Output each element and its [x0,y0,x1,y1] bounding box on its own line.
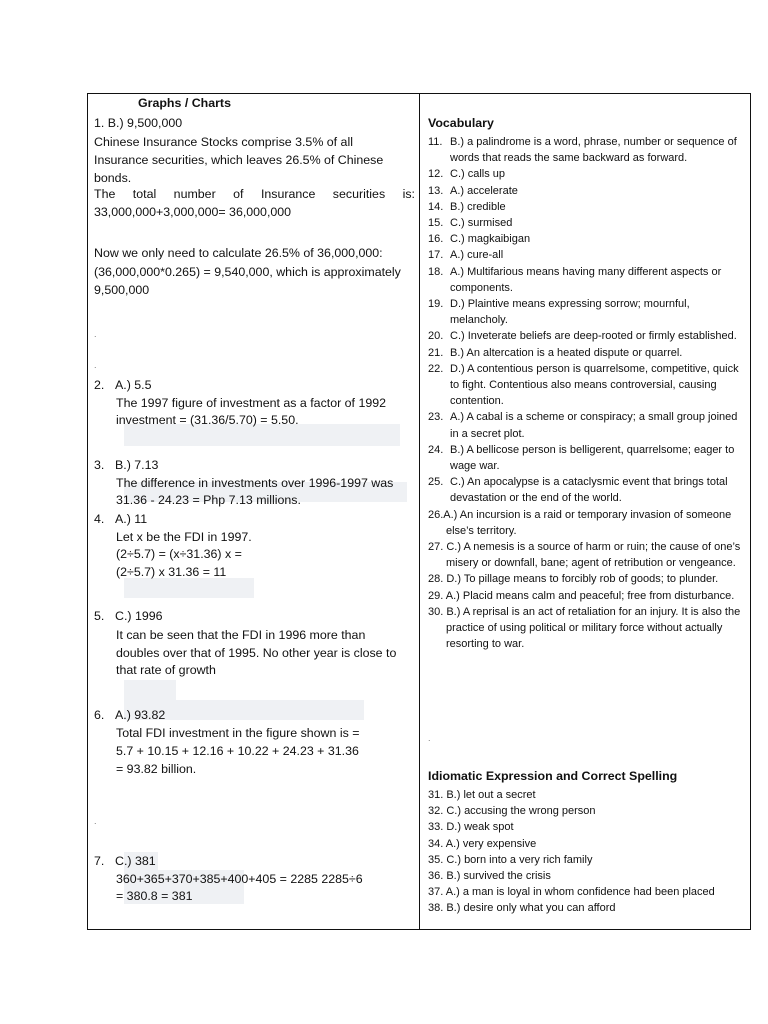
list-item: 32. C.) accusing the wrong person [428,805,596,818]
q2-answer: 2. A.) 5.5 [94,378,152,392]
q3-line: 31.36 - 24.23 = Php 7.13 millions. [116,493,301,507]
list-item: 28. D.) To pillage means to forcibly rob of goods; to plunder. [428,573,719,586]
q4-answer: 4. A.) 11 [94,512,148,526]
q2-line: investment = (31.36/5.70) = 5.50. [116,413,299,427]
list-item: 33. D.) weak spot [428,821,514,834]
stray-dot: . [94,816,97,826]
q1-calc-line: 9,500,000 [94,283,150,297]
list-item: 37. A.) a man is loyal in whom confidence had been placed [428,886,715,899]
stray-dot: . [94,329,97,339]
highlight-shade [124,578,254,598]
q5-answer: 5. C.) 1996 [94,609,163,623]
highlight-shade [124,680,176,700]
answer-table [87,93,751,930]
list-item: 15. C.) surmised [428,217,513,230]
q1-line: Insurance securities, which leaves 26.5% of Chinese [94,153,384,167]
vocab-list [428,134,746,653]
q3-line: The difference in investments over 1996-1997 was [116,476,394,490]
q5-line: doubles over that of 1995. No other year is close to [116,646,397,660]
q6-line: = 93.82 billion. [116,762,197,776]
list-item: 22. D.) A contentious person is quarrelsome, competitive, quick to fight. Contentious also means controversial, causing contention. [428,362,739,408]
list-item: 17. A.) cure-all [428,249,504,262]
idiom-list [428,787,746,917]
list-item: 16. C.) magkaibigan [428,233,531,246]
list-item: 23. A.) A cabal is a scheme or conspiracy; a small group joined in a secret plot. [428,411,738,440]
q1-calc-line: Now we only need to calculate 26.5% of 36,000,000: [94,246,383,260]
vocabulary-column [420,94,750,929]
q6-line: 5.7 + 10.15 + 12.16 + 10.22 + 24.23 + 31.36 [116,744,359,758]
list-item: 13. A.) accelerate [428,184,518,197]
q4-line: Let x be the FDI in 1997. [116,530,252,544]
list-item: 20. C.) Inveterate beliefs are deep-rooted or firmly established. [428,330,737,343]
q6-answer: 6. A.) 93.82 [94,708,166,722]
q1-answer: 1. B.) 9,500,000 [94,116,183,130]
list-item: 19. D.) Plaintive means expressing sorrow; mournful, melancholy. [428,298,690,327]
q7-line: = 380.8 = 381 [116,889,193,903]
list-item: 36. B.) survived the crisis [428,870,551,883]
list-item: 26.A.) An incursion is a raid or temporary invasion of someone else’s territory. [428,508,732,537]
list-item: 31. B.) let out a secret [428,789,536,801]
q2-line: The 1997 figure of investment as a factor of 1992 [116,396,387,410]
q7-answer: 7. C.) 381 [94,854,156,868]
list-item: 24. B.) A bellicose person is belligerent, quarrelsome; eager to wage war. [428,443,735,473]
q4-line: (2÷5.7) = (x÷31.36) x = [116,547,242,561]
list-item: 38. B.) desire only what you can afford [428,902,616,915]
list-item: 29. A.) Placid means calm and peaceful; free from disturbance. [428,589,735,602]
list-item: 30. B.) A reprisal is an act of retaliation for an injury. It is also the practice of using political or military force without actually resorting to war. [428,605,741,651]
list-item: 27. C.) A nemesis is a source of harm or ruin; the cause of one’s misery or downfall, bane; agent of retribution or vengeance. [428,541,741,570]
list-item: 12. C.) calls up [428,168,506,181]
list-item: 21. B.) An altercation is a heated dispute or quarrel. [428,346,683,359]
q7-line: 360+365+370+385+400+405 = 2285 2285÷6 [116,872,363,886]
q1-line: bonds. [94,171,132,185]
list-item: 11. B.) a palindrome is a word, phrase, number or sequence of words that reads the same backward as forward. [428,136,737,165]
stray-dot: . [428,733,431,743]
q1-calc-line: (36,000,000*0.265) = 9,540,000, which is approximately [94,265,401,279]
q6-line: Total FDI investment in the figure shown is = [116,726,360,740]
list-item: 18. A.) Multifarious means having many different aspects or components. [428,265,722,294]
graphs-heading: Graphs / Charts [138,96,231,110]
list-item: 25. C.) An apocalypse is a cataclysmic event that brings total devastation or the end of the world. [428,476,728,505]
list-item: 14. B.) credible [428,200,506,213]
list-item: 34. A.) very expensive [428,837,537,850]
q5-line: that rate of growth [116,663,216,677]
q1-total-line: The total number of Insurance securities is: [94,187,415,201]
q1-line: Chinese Insurance Stocks comprise 3.5% of all [94,135,353,149]
idiom-heading: Idiomatic Expression and Correct Spelling [428,769,678,783]
q3-answer: 3. B.) 7.13 [94,458,159,472]
list-item: 35. C.) born into a very rich family [428,853,593,866]
q1-sum: 33,000,000+3,000,000= 36,000,000 [94,205,292,219]
q4-line: (2÷5.7) x 31.36 = 11 [116,565,227,579]
q5-line: It can be seen that the FDI in 1996 more than [116,628,366,642]
graphs-charts-column [88,94,419,929]
stray-dot: . [94,360,97,370]
vocabulary-heading: Vocabulary [428,116,494,130]
